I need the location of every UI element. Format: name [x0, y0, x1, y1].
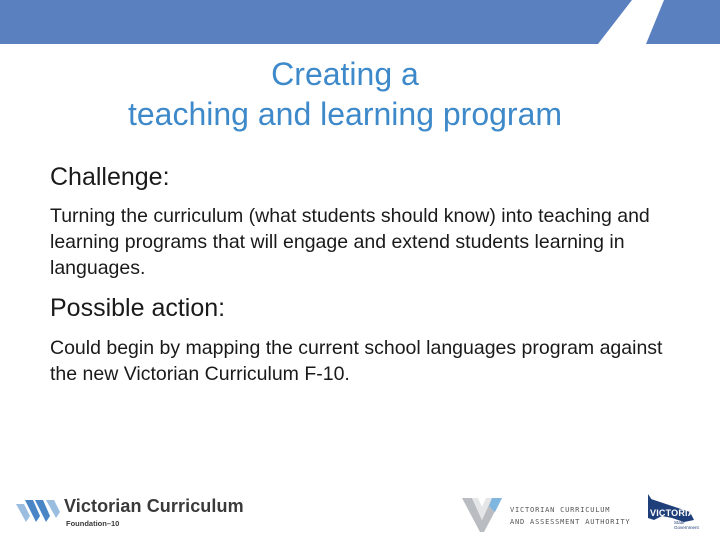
state-government-line-2: Government [674, 525, 699, 530]
victoria-state-government-logo [644, 492, 714, 536]
victorian-curriculum-logo-subtitle: Foundation–10 [66, 519, 120, 528]
challenge-heading: Challenge: [50, 163, 170, 191]
slide-title-line-2: teaching and learning program [127, 96, 563, 132]
slide-title [40, 54, 650, 134]
vcaa-mark-icon [462, 496, 504, 532]
victorian-curriculum-mark-icon [16, 498, 60, 524]
possible-action-heading: Possible action: [50, 294, 226, 322]
possible-action-text: Could begin by mapping the current school languages program against the new Victorian Curriculum F-10. [50, 337, 663, 385]
state-government-text [674, 520, 699, 530]
vcaa-logo-line-1: VICTORIAN CURRICULUM [510, 506, 611, 514]
vcaa-logo-text [510, 504, 630, 528]
slide-title-line-1: Creating a [271, 56, 419, 92]
victorian-curriculum-logo [16, 494, 256, 534]
challenge-text: Turning the curriculum (what students should know) into teaching and learning programs that will engage and extend students learning in languages. [50, 205, 650, 279]
vcaa-logo [462, 494, 632, 534]
top-banner [0, 0, 720, 44]
vcaa-logo-line-2: AND ASSESSMENT AUTHORITY [510, 518, 631, 526]
victoria-wordmark: VICTORIA [650, 508, 695, 518]
footer [0, 486, 720, 540]
victorian-curriculum-logo-title: Victorian Curriculum [64, 496, 244, 516]
state-government-line-1: State [674, 520, 685, 525]
